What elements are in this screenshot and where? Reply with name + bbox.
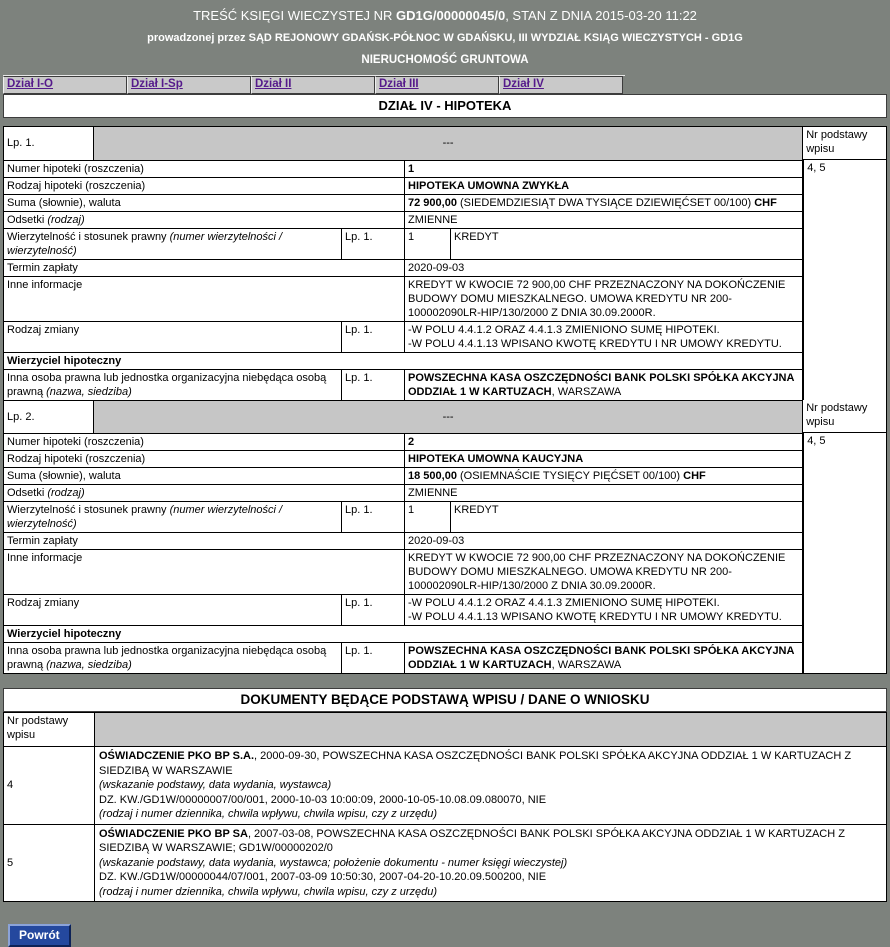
title-suffix: , STAN Z DNIA 2015-03-20 11:22 (505, 8, 697, 23)
suma-currency: CHF (683, 470, 706, 482)
row-value (404, 468, 802, 484)
row-value: ZMIENNE (404, 485, 802, 501)
court-name: SĄD REJONOWY GDAŃSK-PÓŁNOC W GDAŃSKU, III WYDZIAŁ KSIĄG WIECZYSTYCH - GD1G (248, 32, 743, 44)
entry-lp1 (4, 127, 886, 400)
table-row (4, 625, 802, 642)
row-value (404, 595, 802, 625)
row-label: Wierzytelność i stosunek prawny (numer wierzytelności / wierzytelność) (7, 231, 283, 257)
wierzytelnosc-nr: 1 (404, 502, 450, 532)
table-row (4, 369, 802, 400)
tab-dzial-1sp-link[interactable]: Dział I-Sp (131, 78, 183, 90)
property-type: NIERUCHOMOŚĆ GRUNTOWA (361, 54, 529, 66)
table-row (4, 352, 802, 369)
row-label: Rodzaj hipoteki (roszczenia) (7, 453, 146, 465)
footer (8, 924, 887, 947)
sub-lp: Lp. 1. (341, 229, 404, 259)
table-row (4, 484, 802, 501)
wierzyciel-name: POWSZECHNA KASA OSZCZĘDNOŚCI BANK POLSKI SPÓŁKA AKCYJNA ODDZIAŁ 1 W KARTUZACH (408, 645, 795, 671)
row-label: Numer hipoteki (roszczenia) (7, 163, 144, 175)
section-tabbar (3, 75, 625, 94)
suma-amount: 72 900,00 (408, 197, 457, 209)
suma-words: (OSIEMNAŚCIE TYSIĘCY PIĘĆSET 00/100) (460, 470, 681, 482)
nr-podstawy-header: Nr podstawy wpisu (803, 400, 886, 433)
wierzyciel-header: Wierzyciel hipoteczny (7, 628, 122, 640)
document-hint2: (rodzaj i numer dziennika, chwila wpływu, chwila wpisu, czy z urzędu) (99, 885, 438, 898)
zmiana-line1: -W POLU 4.4.1.2 ORAZ 4.4.1.3 ZMIENIONO SUMĘ HIPOTEKI. (408, 324, 720, 336)
row-value (404, 370, 802, 400)
nr-podstawy-value: 4, 5 (803, 160, 886, 400)
wierzyciel-name: POWSZECHNA KASA OSZCZĘDNOŚCI BANK POLSKI SPÓŁKA AKCYJNA ODDZIAŁ 1 W KARTUZACH (408, 372, 795, 398)
hipoteka-table (3, 126, 887, 674)
document-line-main (99, 827, 882, 856)
documents-table (3, 712, 887, 902)
entry-lp-label: Lp. 2. (7, 411, 35, 423)
document-nr: 5 (7, 856, 14, 869)
zmiana-line1: -W POLU 4.4.1.2 ORAZ 4.4.1.3 ZMIENIONO SUMĘ HIPOTEKI. (408, 597, 720, 609)
suma-words: (SIEDEMDZIESIĄT DWA TYSIĄCE DZIEWIĘĆSET 00/100) (460, 197, 752, 209)
row-value (404, 643, 802, 673)
table-row (4, 276, 802, 321)
row-value: HIPOTEKA UMOWNA ZWYKŁA (404, 178, 802, 194)
row-label: Termin zapłaty (7, 262, 78, 274)
row-label: Rodzaj zmiany (7, 597, 80, 609)
row-label: Suma (słownie), waluta (7, 470, 121, 482)
subtitle-prefix: prowadzonej przez (147, 32, 249, 44)
tab-dzial-1sp[interactable] (127, 76, 251, 94)
document-header (3, 8, 887, 66)
wierzytelnosc-typ: KREDYT (450, 502, 802, 532)
wierzyciel-header: Wierzyciel hipoteczny (7, 355, 122, 367)
document-details: , 2007-03-08, POWSZECHNA KASA OSZCZĘDNOŚCI BANK POLSKI SPÓŁKA AKCYJNA ODDZIAŁ 1 W KARTUZACH Z SIEDZIBĄ W WARSZAWIE; GD1W/00000202/0 (99, 827, 845, 854)
document-dziennik: DZ. KW./GD1W/00000044/07/001, 2007-03-09 10:50:30, 2007-04-20-10.20.09.500200, NIE (99, 871, 547, 883)
wierzyciel-rest: , WARSZAWA (551, 386, 622, 398)
table-row (4, 211, 802, 228)
entry-header-row (4, 400, 802, 433)
documents-header-row (4, 713, 886, 746)
sub-lp: Lp. 1. (341, 370, 404, 400)
row-value: 1 (404, 161, 802, 177)
nr-podstawy-header: Nr podstawy wpisu (803, 127, 886, 160)
table-row (4, 321, 802, 352)
register-number: GD1G/00000045/0 (396, 8, 506, 23)
table-row (4, 549, 802, 594)
table-row (4, 501, 802, 532)
wierzyciel-rest: , WARSZAWA (551, 659, 622, 671)
sub-lp: Lp. 1. (341, 595, 404, 625)
row-value: 2 (404, 434, 802, 450)
document-row (4, 746, 886, 824)
document-hint2: (rodzaj i numer dziennika, chwila wpływu, chwila wpisu, czy z urzędu) (99, 808, 438, 820)
row-value: 2020-09-03 (404, 533, 802, 549)
row-value: 2020-09-03 (404, 260, 802, 276)
document-hint1: (wskazanie podstawy, data wydania, wystawca; położenie dokumentu - numer księgi wieczystej) (99, 856, 568, 869)
tab-dzial-1o[interactable] (3, 76, 127, 94)
table-row (4, 177, 802, 194)
row-label: Numer hipoteki (roszczenia) (7, 436, 144, 448)
row-label: Inne informacje (7, 552, 83, 564)
row-value: KREDYT W KWOCIE 72 900,00 CHF PRZEZNACZONY NA DOKOŃCZENIE BUDOWY DOMU MIESZKALNEGO. UMOWA KREDYTU NR 200-100002090LR-HIP/130/2000 Z DNIA 30.09.2000R. (404, 550, 802, 594)
entry-header-row (4, 127, 802, 160)
table-row (4, 228, 802, 259)
wierzytelnosc-nr: 1 (404, 229, 450, 259)
table-row (4, 160, 802, 177)
suma-amount: 18 500,00 (408, 470, 457, 482)
court-subtitle (3, 32, 887, 44)
entry-header-dots: --- (93, 127, 802, 160)
tab-dzial-2-link[interactable]: Dział II (255, 78, 292, 90)
document-content (94, 747, 886, 824)
row-label: Termin zapłaty (7, 535, 78, 547)
zmiana-line2: -W POLU 4.4.1.13 WPISANO KWOTĘ KREDYTU I NR UMOWY KREDYTU. (408, 611, 782, 623)
entry-lp-label: Lp. 1. (7, 137, 35, 149)
section-title: DZIAŁ IV - HIPOTEKA (3, 94, 887, 118)
tab-dzial-3[interactable] (375, 76, 499, 94)
row-label: Rodzaj hipoteki (roszczenia) (7, 180, 146, 192)
row-label: Inna osoba prawna lub jednostka organizacyjna niebędąca osobą prawną (nazwa, siedziba) (7, 645, 327, 671)
zmiana-line2: -W POLU 4.4.1.13 WPISANO KWOTĘ KREDYTU I NR UMOWY KREDYTU. (408, 338, 782, 350)
document-dziennik: DZ. KW./GD1W/00000007/00/001, 2000-10-03 10:00:09, 2000-10-05-10.08.09.080070, NIE (99, 793, 547, 806)
sub-lp: Lp. 1. (341, 502, 404, 532)
table-row (4, 594, 802, 625)
entry-lp2 (4, 400, 886, 673)
tab-dzial-3-link[interactable]: Dział III (379, 78, 419, 90)
documents-header-filler (94, 713, 886, 746)
table-row (4, 642, 802, 673)
tab-dzial-4-link[interactable]: Dział IV (503, 78, 544, 90)
row-label: Wierzytelność i stosunek prawny (numer wierzytelności / wierzytelność) (7, 504, 283, 530)
documents-nr-header: Nr podstawy wpisu (7, 715, 69, 741)
row-label: Inna osoba prawna lub jednostka organizacyjna niebędąca osobą prawną (nazwa, siedziba) (7, 372, 327, 398)
table-row (4, 532, 802, 549)
document-details: , 2000-09-30, POWSZECHNA KASA OSZCZĘDNOŚCI BANK POLSKI SPÓŁKA AKCYJNA ODDZIAŁ 1 W KARTUZACH Z SIEDZIBĄ W WARSZAWIE (99, 750, 852, 777)
entry-header-dots: --- (93, 401, 802, 433)
table-row (4, 450, 802, 467)
wierzytelnosc-typ: KREDYT (450, 229, 802, 259)
tab-dzial-1o-link[interactable]: Dział I-O (7, 78, 54, 90)
row-value (404, 195, 802, 211)
row-value: KREDYT W KWOCIE 72 900,00 CHF PRZEZNACZONY NA DOKOŃCZENIE BUDOWY DOMU MIESZKALNEGO. UMOWA KREDYTU NR 200-100002090LR-HIP/130/2000 Z DNIA 30.09.2000R. (404, 277, 802, 321)
document-hint1: (wskazanie podstawy, data wydania, wystawca) (99, 779, 332, 791)
sub-lp: Lp. 1. (341, 643, 404, 673)
nr-podstawy-value: 4, 5 (803, 433, 886, 673)
register-title (3, 8, 887, 23)
document-row (4, 824, 886, 902)
row-label: Inne informacje (7, 279, 83, 291)
document-name: OŚWIADCZENIE PKO BP SA (99, 827, 248, 840)
row-label: Suma (słownie), waluta (7, 197, 121, 209)
table-row (4, 259, 802, 276)
row-label: Odsetki (rodzaj) (7, 214, 85, 226)
row-value: ZMIENNE (404, 212, 802, 228)
row-label: Rodzaj zmiany (7, 324, 80, 336)
row-value (404, 322, 802, 352)
row-value: HIPOTEKA UMOWNA KAUCYJNA (404, 451, 802, 467)
tab-dzial-2[interactable] (251, 76, 375, 94)
sub-lp: Lp. 1. (341, 322, 404, 352)
suma-currency: CHF (754, 197, 777, 209)
table-row (4, 194, 802, 211)
table-row (4, 433, 802, 450)
document-name: OŚWIADCZENIE PKO BP S.A. (99, 750, 255, 762)
documents-title: DOKUMENTY BĘDĄCE PODSTAWĄ WPISU / DANE O WNIOSKU (3, 688, 887, 712)
document-line-main (99, 749, 882, 778)
document-nr: 4 (7, 779, 14, 792)
document-content (94, 825, 886, 902)
tab-dzial-4[interactable] (499, 76, 623, 94)
row-label: Odsetki (rodzaj) (7, 487, 85, 499)
back-button[interactable]: Powrót (8, 924, 71, 947)
table-row (4, 467, 802, 484)
title-prefix: TREŚĆ KSIĘGI WIECZYSTEJ NR (193, 8, 397, 23)
